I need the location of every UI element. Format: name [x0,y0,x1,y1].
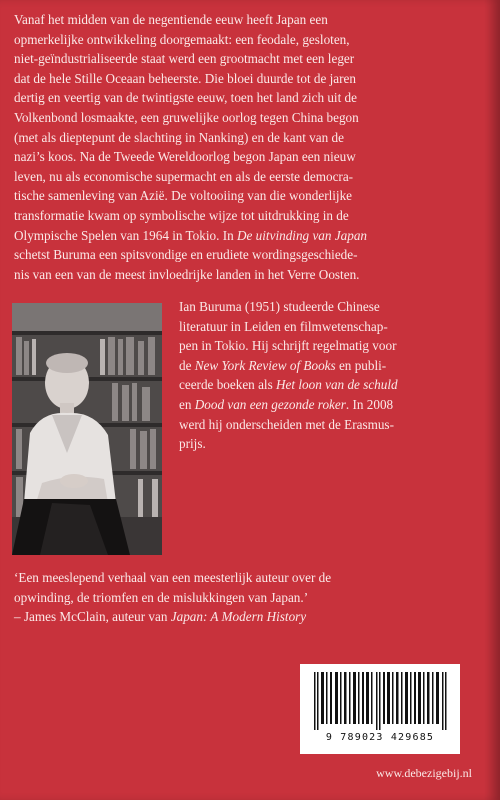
blurb-line: (met als dieptepunt de slachting in Nanking) en de kant van de [14,129,344,145]
blurb-line: nis van een van de meest invloedrijke landen in het Verre Oosten. [14,266,360,282]
bio-line: . In 2008 [345,396,394,412]
book-title-italic: De uitvinding van Japan [237,227,368,243]
bio-line: prijs. [179,436,206,452]
bio-line: pen in Tokio. Hij schrijft regelmatig voor [179,338,397,354]
bio-line: ceerde boeken als [179,377,277,393]
barcode [300,664,460,754]
barcode-number: 9 789023 429685 [325,732,435,743]
blurb-line: transformatie kwam op symbolische wijze tot uitdrukking in de [14,207,349,223]
bio-line: en publi- [335,357,387,373]
book-title-italic: Japan: A Modern History [170,609,307,625]
publication-title-italic: New York Review of Books [194,357,336,373]
author-bio [179,297,469,454]
author-photo [12,303,162,555]
blurb-line: Vanaf het midden van de negentiende eeuw heeft Japan een [14,12,328,27]
blurb-line: schetst Buruma een spitsvondige en erudiete wordingsgeschiede- [14,247,358,263]
bio-line: literatuur in Leiden en filmwetenschap- [179,318,388,334]
barcode-bars [308,672,452,730]
bio-line: Ian Buruma (1951) studeerde Chinese [179,299,380,314]
blurb-line: niet-geïndustrialiseerde staat werd een grootmacht met een leger [14,51,355,67]
book-title-italic: Het loon van de schuld [276,377,398,393]
blurb-line: leven, nu als economische supermacht en als de eerste democra- [14,168,354,184]
quote-line: ‘Een meeslepend verhaal van een meesterlijk auteur over de [14,570,332,585]
quote-attribution: – James McClain, auteur van [14,609,171,625]
blurb-line: dertig en veertig van de twintigste eeuw, toen het land zich uit de [14,90,358,106]
book-title-italic: Dood van een gezonde roker [194,396,346,412]
blurb-line: dat de hele Stille Oceaan beheerste. Die bloei duurde tot de jaren [14,70,356,86]
bio-line: werd hij onderscheiden met de Erasmus- [179,416,394,432]
quote-line: opwinding, de triomfen en de mislukkingen van Japan.’ [14,589,309,605]
publisher-website: www.debezigebij.nl [376,766,472,780]
blurb-line: Volkenbond losmaakte, een gruwelijke oorlog tegen China begon [14,109,359,125]
review-quote [14,568,474,627]
blurb-text [14,10,476,284]
bio-line: en [179,396,195,412]
blurb-line: tische samenleving van Azië. De voltooiing van die wonderlijke [14,188,353,204]
blurb-line: nazi’s koos. Na de Tweede Wereldoorlog begon Japan een nieuw [14,149,356,165]
blurb-line: Olympische Spelen van 1964 in Tokio. In [14,227,237,243]
blurb-line: opmerkelijke ontwikkeling doorgemaakt: een feodale, gesloten, [14,31,350,47]
bio-line: de [179,357,195,373]
